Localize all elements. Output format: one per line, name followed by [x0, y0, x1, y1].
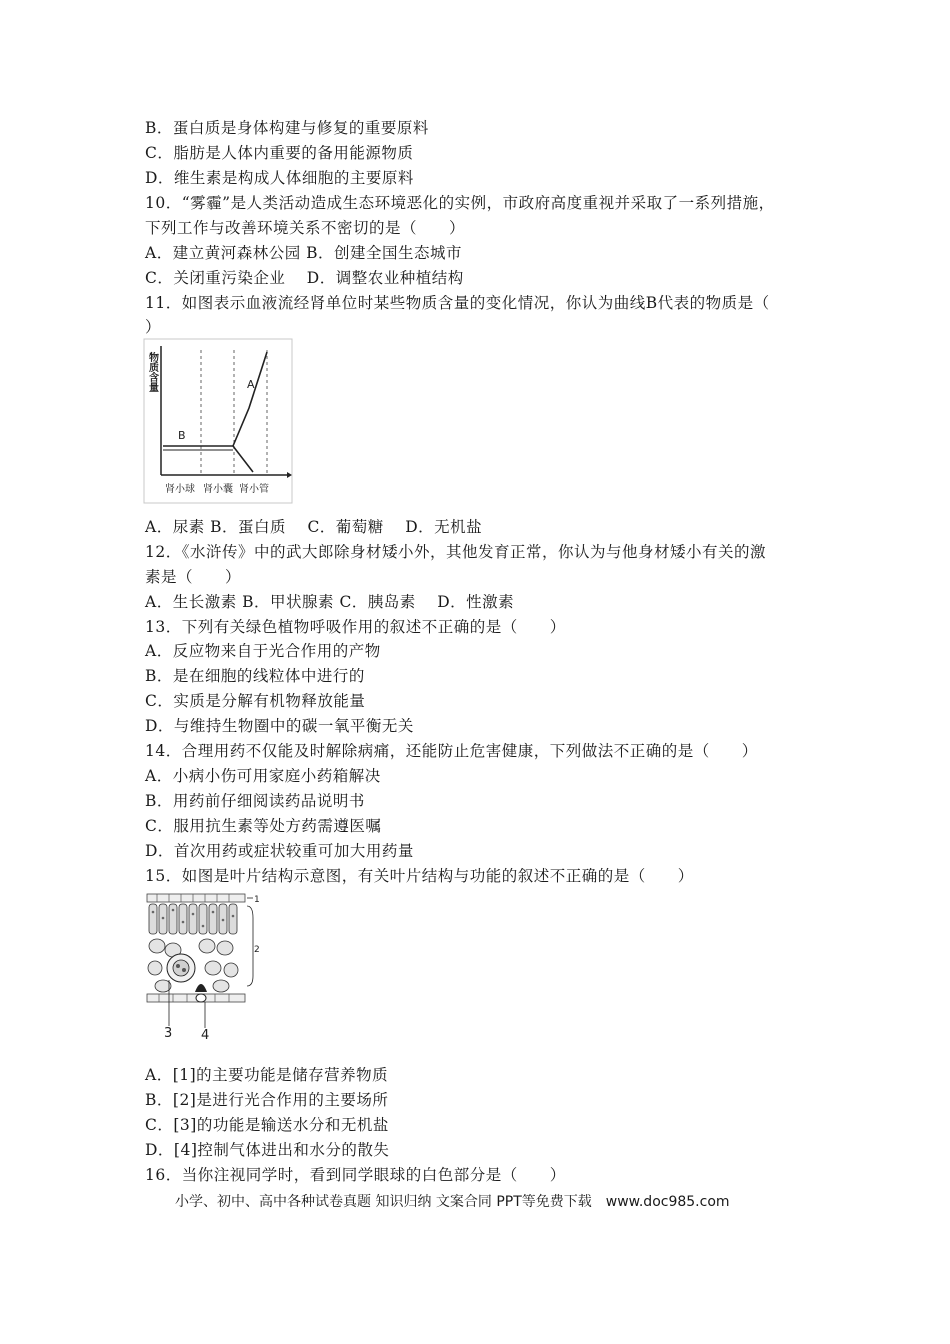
- question-12-stem-cont: 素是（ ）: [145, 568, 242, 586]
- question-10-stem: 10．“雾霾”是人类活动造成生态环境恶化的实例，市政府高度重视并采取了一系列措施，: [145, 194, 775, 212]
- option-9b: B．蛋白质是身体构建与修复的重要原料: [145, 119, 429, 137]
- option-13b: B．是在细胞的线粒体中进行的: [145, 667, 365, 685]
- kidney-substance-chart: [143, 338, 293, 504]
- option-13d: D．与维持生物圈中的碳一氧平衡无关: [145, 717, 414, 735]
- option-15a: A．[1]的主要功能是储存营养物质: [145, 1066, 389, 1084]
- curve-a-label: A: [247, 378, 255, 391]
- leaf-structure-diagram: [143, 888, 261, 1040]
- options-12: A．生长激素 B．甲状腺素 C．胰岛素 D．性激素: [145, 593, 515, 611]
- question-15-stem: 15．如图是叶片结构示意图，有关叶片结构与功能的叙述不正确的是（ ）: [145, 867, 694, 885]
- xlabel-glomerulus: 肾小球: [165, 484, 195, 495]
- question-11-stem-cont: ）: [145, 318, 162, 336]
- question-14-stem: 14．合理用药不仅能及时解除病痛，还能防止危害健康，下列做法不正确的是（ ）: [145, 742, 758, 760]
- page-footer: 小学、初中、高中各种试卷真题 知识归纳 文案合同 PPT等免费下载 www.doc985.com: [175, 1194, 730, 1210]
- option-14b: B．用药前仔细阅读药品说明书: [145, 792, 365, 810]
- option-9c: C．脂肪是人体内重要的备用能源物质: [145, 144, 414, 162]
- leaf-label-4: 4: [201, 1028, 210, 1040]
- option-15c: C．[3]的功能是输送水分和无机盐: [145, 1116, 389, 1134]
- question-13-stem: 13．下列有关绿色植物呼吸作用的叙述不正确的是（ ）: [145, 618, 566, 636]
- option-15b: B．[2]是进行光合作用的主要场所: [145, 1091, 389, 1109]
- options-10-cd: C．关闭重污染企业 D．调整农业种植结构: [145, 269, 464, 287]
- options-11: A．尿素 B．蛋白质 C．葡萄糖 D．无机盐: [145, 518, 483, 536]
- options-10-ab: A．建立黄河森林公园 B．创建全国生态城市: [145, 244, 463, 262]
- question-10-stem-cont: 下列工作与改善环境关系不密切的是（ ）: [145, 219, 466, 237]
- option-14a: A．小病小伤可用家庭小药箱解决: [145, 767, 381, 785]
- leaf-label-3: 3: [164, 1026, 173, 1040]
- option-9d: D．维生素是构成人体细胞的主要原料: [145, 169, 414, 187]
- xlabel-capsule: 肾小囊: [203, 484, 233, 495]
- option-13a: A．反应物来自于光合作用的产物: [145, 642, 381, 660]
- option-14c: C．服用抗生素等处方药需遵医嘱: [145, 817, 382, 835]
- question-11-stem: 11．如图表示血液流经肾单位时某些物质含量的变化情况，你认为曲线B代表的物质是（: [145, 294, 770, 312]
- leaf-label-2: 2: [254, 945, 260, 955]
- leaf-label-1: 1: [254, 895, 260, 905]
- question-12-stem: 12．《水浒传》中的武大郎除身材矮小外，其他发育正常，你认为与他身材矮小有关的激: [145, 543, 766, 561]
- xlabel-tubule: 肾小管: [239, 484, 269, 495]
- option-13c: C．实质是分解有机物释放能量: [145, 692, 366, 710]
- chart-ylabel: 物质含量: [146, 352, 158, 392]
- question-16-stem: 16．当你注视同学时，看到同学眼球的白色部分是（ ）: [145, 1166, 566, 1184]
- curve-b-label: B: [178, 429, 186, 442]
- option-14d: D．首次用药或症状较重可加大用药量: [145, 842, 414, 860]
- option-15d: D．[4]控制气体进出和水分的散失: [145, 1141, 390, 1159]
